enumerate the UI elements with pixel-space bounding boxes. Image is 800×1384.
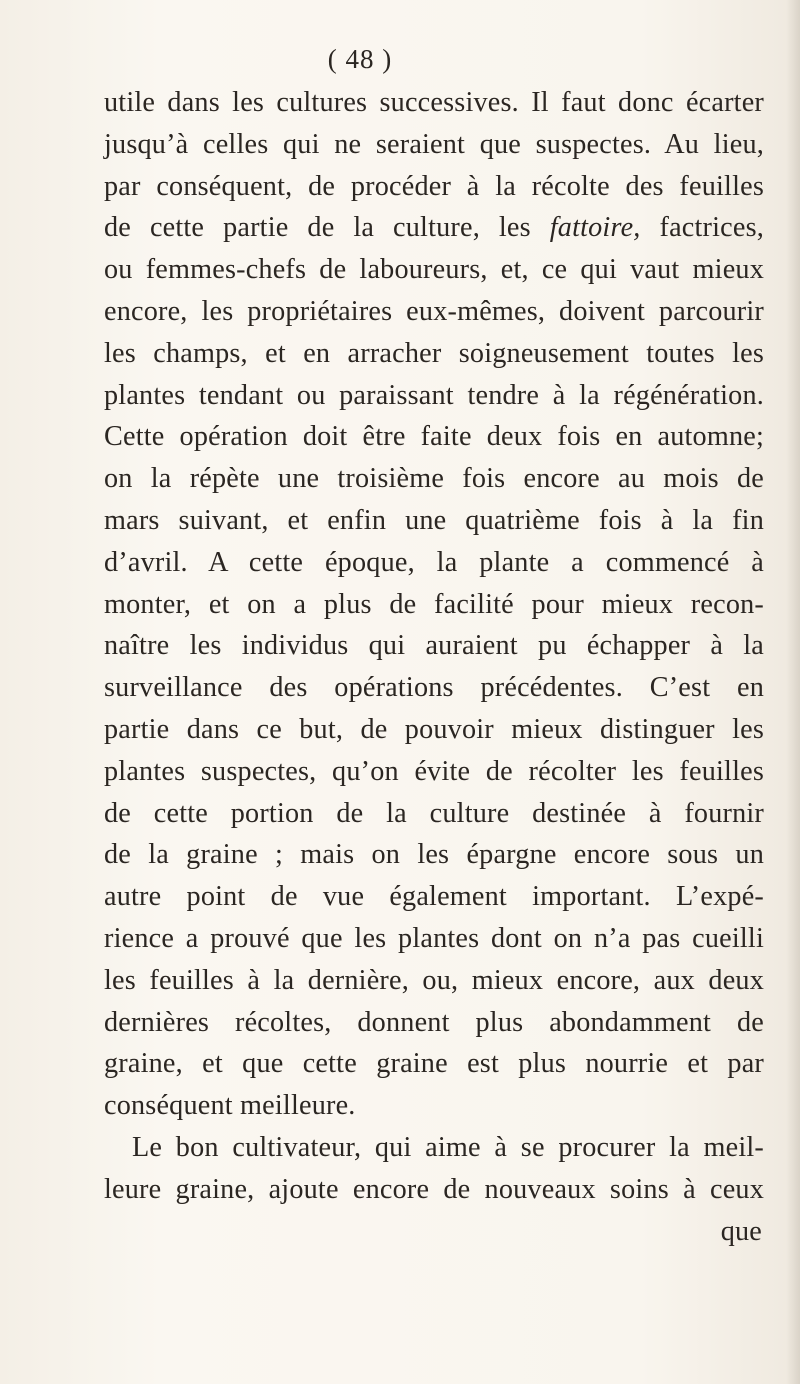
text-line: monter, et on a plus de facilité pour mieux recon- (104, 588, 764, 620)
text-line: les feuilles à la dernière, ou, mieux encore, aux deux (104, 964, 764, 996)
text-line: leure graine, ajoute encore de nouveaux soins à ceux (104, 1173, 764, 1205)
text-line: on la répète une troisième fois encore au mois de (104, 463, 764, 495)
text-line-end: factrices, (659, 212, 764, 244)
text-line: partie dans ce but, de pouvoir mieux distinguer les (104, 713, 764, 745)
text-line: plantes tendant ou paraissant tendre à la régénération. (104, 379, 764, 411)
text-line: mars suivant, et enfin une quatrième fois à la fin (104, 504, 764, 536)
text-line: surveillance des opérations précédentes. C’est en (104, 672, 764, 704)
paragraph-start-line: Le bon cultivateur, qui aime à se procurer la meil- (132, 1131, 764, 1163)
text-line-with-italic (104, 207, 764, 249)
text-line: autre point de vue également important. L’expé- (104, 881, 764, 913)
text-line: les champs, et en arracher soigneusement toutes les (104, 337, 764, 369)
text-line: ou femmes-chefs de laboureurs, et, ce qui vaut mieux (104, 254, 764, 286)
text-line: par conséquent, de procéder à la récolte des feuilles (104, 170, 764, 202)
text-line: de cette portion de la culture destinée à fournir (104, 797, 764, 829)
page-number (0, 44, 800, 75)
text-line: utile dans les cultures successives. Il faut donc écarter (104, 87, 764, 118)
page-number-text: ( 48 ) (327, 44, 393, 74)
text-line: d’avril. A cette époque, la plante a commencé à (104, 546, 764, 578)
text-line: encore, les propriétaires eux-mêmes, doivent parcourir (104, 295, 764, 327)
catchword: que (720, 1215, 762, 1247)
italic-term: fattoire, (549, 212, 641, 244)
text-line: plantes suspectes, qu’on évite de récolter les feuilles (104, 755, 764, 787)
body-text (104, 82, 764, 1252)
paragraph-end-line: conséquent meilleure. (104, 1090, 356, 1122)
text-line: rience a prouvé que les plantes dont on n’a pas cueilli (104, 922, 764, 954)
text-line: naître les individus qui auraient pu échapper à la (104, 630, 764, 662)
text-line: dernières récoltes, donnent plus abondamment de (104, 1006, 764, 1038)
text-line-start: de cette partie de la culture, les (104, 212, 531, 244)
text-line: jusqu’à celles qui ne seraient que suspectes. Au lieu, (104, 128, 764, 160)
text-line: Cette opération doit être faite deux fois en automne; (104, 421, 764, 453)
text-line: de la graine ; mais on les épargne encore sous un (104, 839, 764, 871)
page-edge-shadow (786, 0, 800, 1384)
text-line: graine, et que cette graine est plus nourrie et par (104, 1048, 764, 1080)
